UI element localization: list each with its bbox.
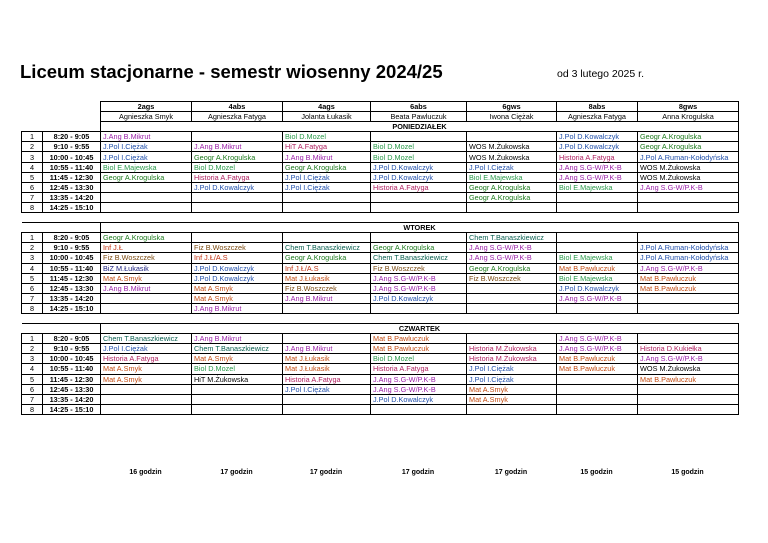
lesson-number: 8 xyxy=(22,404,43,414)
lesson-cell: Mat B.Pawluczuk xyxy=(557,364,638,374)
effective-date: od 3 lutego 2025 r. xyxy=(557,68,644,80)
lesson-cell: Biol E.Majewska xyxy=(557,273,638,283)
lesson-cell: Geogr A.Krogulska xyxy=(638,132,739,142)
lesson-cell: Geogr A.Krogulska xyxy=(101,233,192,243)
lesson-cell: Fiz B.Woszczek xyxy=(192,243,283,253)
lesson-cell: WOS M.Żukowska xyxy=(467,142,557,152)
lesson-cell xyxy=(283,404,371,414)
lesson-cell: J.Pol D.Kowalczyk xyxy=(192,182,283,192)
lesson-cell xyxy=(557,404,638,414)
lesson-cell: J.Ang S.G-W/P.K-B xyxy=(557,344,638,354)
lesson-cell: Chem T.Banaszkiewicz xyxy=(192,344,283,354)
lesson-cell: J.Pol A.Ruman-Kołodyńska xyxy=(638,243,739,253)
lesson-cell: Historia A.Fatyga xyxy=(557,152,638,162)
lesson-cell: Biol D.Mozel xyxy=(371,354,467,364)
lesson-cell: J.Ang B.Mikrut xyxy=(101,283,192,293)
class-name: 8gws xyxy=(638,102,739,112)
separator-cell xyxy=(22,213,739,223)
day-header-row xyxy=(22,122,739,132)
page-title: Liceum stacjonarne - semestr wiosenny 2024/25 xyxy=(20,61,443,82)
lesson-cell: J.Ang B.Mikrut xyxy=(192,334,283,344)
lesson-cell: J.Pol A.Ruman-Kołodyńska xyxy=(638,152,739,162)
lesson-cell xyxy=(557,233,638,243)
lesson-cell xyxy=(101,404,192,414)
lesson-cell xyxy=(101,182,192,192)
lesson-cell: J.Pol D.Kowalczyk xyxy=(371,172,467,182)
day-spacer xyxy=(22,324,101,334)
lesson-number: 7 xyxy=(22,394,43,404)
lesson-time: 14:25 - 15:10 xyxy=(43,303,101,313)
lesson-cell: J.Pol D.Kowalczyk xyxy=(557,142,638,152)
lesson-cell: Mat B.Pawluczuk xyxy=(557,263,638,273)
lesson-cell: Mat A.Smyk xyxy=(101,374,192,384)
lesson-cell: J.Ang S.G-W/P.K-B xyxy=(371,273,467,283)
lesson-cell: Geogr A.Krogulska xyxy=(467,263,557,273)
lesson-number: 4 xyxy=(22,263,43,273)
lesson-cell: Mat J.Łukasik xyxy=(283,354,371,364)
lesson-cell: WOS M.Żukowska xyxy=(638,162,739,172)
lesson-cell: Mat B.Pawluczuk xyxy=(371,344,467,354)
lesson-cell: J.Pol I.Ciężak xyxy=(101,344,192,354)
lesson-cell xyxy=(192,192,283,202)
lesson-cell: Geogr A.Krogulska xyxy=(371,243,467,253)
lesson-cell: J.Pol I.Ciężak xyxy=(283,384,371,394)
lesson-cell xyxy=(467,334,557,344)
lesson-cell: Mat B.Pawluczuk xyxy=(638,374,739,384)
lesson-cell: Biol D.Mozel xyxy=(371,142,467,152)
lesson-cell: Mat A.Smyk xyxy=(192,283,283,293)
lesson-cell: WOS M.Żukowska xyxy=(638,364,739,374)
class-teacher: Iwona Ciężak xyxy=(467,112,557,122)
lesson-cell xyxy=(371,303,467,313)
lesson-row xyxy=(22,263,739,273)
lesson-cell: Chem T.Banaszkiewicz xyxy=(371,253,467,263)
lesson-cell: J.Ang S.G-W/P.K-B xyxy=(371,384,467,394)
lesson-number: 4 xyxy=(22,364,43,374)
class-name: 2ags xyxy=(101,102,192,112)
lesson-time: 11:45 - 12:30 xyxy=(43,172,101,182)
lesson-number: 5 xyxy=(22,273,43,283)
lesson-cell: Fiz B.Woszczek xyxy=(371,263,467,273)
lesson-cell: Inf J.Ł/A.S xyxy=(192,253,283,263)
lesson-number: 8 xyxy=(22,303,43,313)
separator-cell xyxy=(22,313,739,323)
lesson-cell: J.Pol D.Kowalczyk xyxy=(192,273,283,283)
lesson-cell: J.Ang S.G-W/P.K-B xyxy=(467,243,557,253)
lesson-row xyxy=(22,404,739,414)
lesson-cell xyxy=(467,303,557,313)
lesson-number: 1 xyxy=(22,132,43,142)
lesson-cell xyxy=(371,404,467,414)
lesson-number: 2 xyxy=(22,243,43,253)
lesson-cell: Mat A.Smyk xyxy=(192,293,283,303)
lesson-cell: Historia A.Fatyga xyxy=(101,354,192,364)
lesson-time: 12:45 - 13:30 xyxy=(43,283,101,293)
lesson-number: 6 xyxy=(22,283,43,293)
teacher-row xyxy=(22,112,739,122)
lesson-cell: Historia M.Żukowska xyxy=(467,354,557,364)
lesson-cell xyxy=(101,303,192,313)
lesson-cell: J.Pol I.Ciężak xyxy=(467,374,557,384)
lesson-number: 8 xyxy=(22,202,43,212)
lesson-cell: Mat A.Smyk xyxy=(101,273,192,283)
lesson-cell xyxy=(283,303,371,313)
lesson-cell xyxy=(467,293,557,303)
day-name: CZWARTEK xyxy=(101,324,739,334)
class-name: 6abs xyxy=(371,102,467,112)
lesson-cell: Historia A.Fatyga xyxy=(371,364,467,374)
lesson-cell: J.Pol D.Kowalczyk xyxy=(371,394,467,404)
lesson-cell: Historia A.Fatyga xyxy=(371,182,467,192)
lesson-cell: J.Ang S.G-W/P.K-B xyxy=(467,253,557,263)
lesson-cell: Biol E.Majewska xyxy=(557,253,638,263)
lesson-cell xyxy=(557,303,638,313)
lesson-cell: Geogr A.Krogulska xyxy=(467,182,557,192)
lesson-cell xyxy=(638,293,739,303)
lesson-cell: Geogr A.Krogulska xyxy=(283,253,371,263)
lesson-cell xyxy=(192,404,283,414)
lesson-cell: J.Ang S.G-W/P.K-B xyxy=(371,283,467,293)
lesson-row xyxy=(22,334,739,344)
lesson-cell: Mat A.Smyk xyxy=(101,364,192,374)
lesson-cell xyxy=(557,243,638,253)
lesson-cell: Mat A.Smyk xyxy=(192,354,283,364)
lesson-time: 10:55 - 11:40 xyxy=(43,162,101,172)
lesson-cell: Geogr A.Krogulska xyxy=(467,192,557,202)
lesson-cell: J.Ang B.Mikrut xyxy=(192,142,283,152)
lesson-row xyxy=(22,303,739,313)
lesson-cell: J.Pol A.Ruman-Kołodyńska xyxy=(638,253,739,263)
lesson-time: 11:45 - 12:30 xyxy=(43,273,101,283)
lesson-cell: Mat B.Pawluczuk xyxy=(638,273,739,283)
lesson-time: 11:45 - 12:30 xyxy=(43,374,101,384)
lesson-cell: J.Pol D.Kowalczyk xyxy=(557,132,638,142)
hours-total: 15 godzin xyxy=(671,469,704,476)
lesson-cell: Biol E.Majewska xyxy=(557,182,638,192)
day-name: PONIEDZIAŁEK xyxy=(101,122,739,132)
lesson-cell xyxy=(283,192,371,202)
lesson-cell: Geogr A.Krogulska xyxy=(101,172,192,182)
lesson-cell: Mat B.Pawluczuk xyxy=(557,354,638,364)
lesson-cell xyxy=(192,394,283,404)
hours-total: 17 godzin xyxy=(220,469,253,476)
lesson-row xyxy=(22,384,739,394)
lesson-cell xyxy=(467,404,557,414)
lesson-cell: Inf J.Ł/A.S xyxy=(283,263,371,273)
lesson-cell: J.Ang S.G-W/P.K-B xyxy=(638,182,739,192)
lesson-cell: J.Ang B.Mikrut xyxy=(101,132,192,142)
lesson-cell xyxy=(283,334,371,344)
lesson-cell: J.Pol I.Ciężak xyxy=(101,152,192,162)
lesson-cell: Biol D.Mozel xyxy=(371,152,467,162)
lesson-cell: Mat B.Pawluczuk xyxy=(638,283,739,293)
lesson-number: 2 xyxy=(22,344,43,354)
lesson-cell xyxy=(557,202,638,212)
lesson-cell: J.Pol D.Kowalczyk xyxy=(192,263,283,273)
lesson-cell xyxy=(283,394,371,404)
lesson-row xyxy=(22,152,739,162)
schedule-table xyxy=(21,101,739,415)
lesson-cell: J.Pol I.Ciężak xyxy=(467,364,557,374)
lesson-time: 8:20 - 9:05 xyxy=(43,233,101,243)
day-spacer xyxy=(22,122,101,132)
class-teacher: Jolanta Łukasik xyxy=(283,112,371,122)
lesson-time: 10:55 - 11:40 xyxy=(43,263,101,273)
lesson-cell: Geogr A.Krogulska xyxy=(638,142,739,152)
class-teacher: Agnieszka Fatyga xyxy=(557,112,638,122)
lesson-time: 12:45 - 13:30 xyxy=(43,384,101,394)
lesson-time: 13:35 - 14:20 xyxy=(43,394,101,404)
lesson-row xyxy=(22,354,739,364)
lesson-cell: J.Pol I.Ciężak xyxy=(467,162,557,172)
day-separator xyxy=(22,213,739,223)
lesson-row xyxy=(22,374,739,384)
lesson-cell xyxy=(101,394,192,404)
lesson-row xyxy=(22,182,739,192)
lesson-row xyxy=(22,273,739,283)
class-name: 4abs xyxy=(192,102,283,112)
lesson-time: 10:00 - 10:45 xyxy=(43,354,101,364)
lesson-time: 14:25 - 15:10 xyxy=(43,202,101,212)
hours-total: 16 godzin xyxy=(129,469,162,476)
lesson-cell: Biol E.Majewska xyxy=(467,172,557,182)
lesson-cell: J.Ang B.Mikrut xyxy=(283,152,371,162)
lesson-cell xyxy=(638,202,739,212)
lesson-cell xyxy=(557,192,638,202)
lesson-cell: J.Ang S.G-W/P.K-B xyxy=(371,374,467,384)
lesson-cell: J.Ang S.G-W/P.K-B xyxy=(557,293,638,303)
lesson-cell xyxy=(371,132,467,142)
lesson-cell xyxy=(371,233,467,243)
lesson-cell: J.Pol D.Kowalczyk xyxy=(371,293,467,303)
lesson-time: 8:20 - 9:05 xyxy=(43,132,101,142)
lesson-row xyxy=(22,162,739,172)
day-name: WTOREK xyxy=(101,223,739,233)
lesson-row xyxy=(22,192,739,202)
lesson-cell: Biol D.Mozel xyxy=(192,162,283,172)
lesson-cell: J.Ang S.G-W/P.K-B xyxy=(638,354,739,364)
hours-total: 17 godzin xyxy=(494,469,528,476)
class-teacher: Anna Krogulska xyxy=(638,112,739,122)
lesson-time: 9:10 - 9:55 xyxy=(43,142,101,152)
class-teacher: Beata Pawluczuk xyxy=(371,112,467,122)
header-spacer xyxy=(22,102,101,112)
lesson-cell: BiZ M.Łukasik xyxy=(101,263,192,273)
lesson-cell: Historia D.Kukiełka xyxy=(638,344,739,354)
lesson-cell xyxy=(101,293,192,303)
lesson-cell: Mat B.Pawluczuk xyxy=(371,334,467,344)
lesson-cell: J.Ang S.G-W/P.K-B xyxy=(557,172,638,182)
lesson-time: 12:45 - 13:30 xyxy=(43,182,101,192)
lesson-cell: J.Ang B.Mikrut xyxy=(283,293,371,303)
lesson-time: 9:10 - 9:55 xyxy=(43,344,101,354)
lesson-row xyxy=(22,233,739,243)
lesson-cell: Mat A.Smyk xyxy=(467,384,557,394)
lesson-cell: J.Ang S.G-W/P.K-B xyxy=(557,162,638,172)
lesson-number: 6 xyxy=(22,384,43,394)
hours-total: 15 godzin xyxy=(580,469,613,476)
lesson-cell: Chem T.Banaszkiewicz xyxy=(101,334,192,344)
hours-total: 17 godzin xyxy=(309,469,343,476)
lesson-row xyxy=(22,243,739,253)
lesson-number: 3 xyxy=(22,152,43,162)
lesson-cell: Geogr A.Krogulska xyxy=(192,152,283,162)
lesson-row xyxy=(22,142,739,152)
lesson-cell xyxy=(557,394,638,404)
lesson-time: 10:00 - 10:45 xyxy=(43,253,101,263)
lesson-time: 8:20 - 9:05 xyxy=(43,334,101,344)
lesson-row xyxy=(22,364,739,374)
lesson-row xyxy=(22,253,739,263)
lesson-cell xyxy=(638,233,739,243)
lesson-number: 4 xyxy=(22,162,43,172)
lesson-time: 10:55 - 11:40 xyxy=(43,364,101,374)
class-teacher: Agnieszka Smyk xyxy=(101,112,192,122)
lesson-cell xyxy=(192,132,283,142)
lesson-cell xyxy=(101,384,192,394)
lesson-cell: Chem T.Banaszkiewicz xyxy=(283,243,371,253)
lesson-cell xyxy=(101,202,192,212)
lesson-row xyxy=(22,172,739,182)
class-name: 6gws xyxy=(467,102,557,112)
lesson-number: 7 xyxy=(22,293,43,303)
lesson-cell xyxy=(638,404,739,414)
lesson-number: 5 xyxy=(22,172,43,182)
lesson-row xyxy=(22,283,739,293)
lesson-cell xyxy=(638,303,739,313)
lesson-number: 7 xyxy=(22,192,43,202)
lesson-cell xyxy=(467,202,557,212)
lesson-cell xyxy=(638,384,739,394)
lesson-cell: Biol E.Majewska xyxy=(101,162,192,172)
lesson-cell xyxy=(467,283,557,293)
class-name: 4ags xyxy=(283,102,371,112)
lesson-cell: WOS M.Żukowska xyxy=(467,152,557,162)
lesson-cell xyxy=(283,233,371,243)
class-teacher: Agnieszka Fatyga xyxy=(192,112,283,122)
lesson-cell: Mat J.Łukasik xyxy=(283,364,371,374)
lesson-cell xyxy=(192,384,283,394)
lesson-cell: J.Ang B.Mikrut xyxy=(192,303,283,313)
lesson-time: 13:35 - 14:20 xyxy=(43,293,101,303)
lesson-cell xyxy=(371,202,467,212)
lesson-cell: J.Pol I.Ciężak xyxy=(283,182,371,192)
lesson-row xyxy=(22,394,739,404)
day-header-row xyxy=(22,223,739,233)
lesson-cell: Biol D.Mozel xyxy=(192,364,283,374)
lesson-time: 14:25 - 15:10 xyxy=(43,404,101,414)
lesson-cell: Geogr A.Krogulska xyxy=(283,162,371,172)
lesson-cell: HiT M.Żukowska xyxy=(192,374,283,384)
lesson-cell: Fiz B.Woszczek xyxy=(283,283,371,293)
lesson-number: 5 xyxy=(22,374,43,384)
lesson-cell xyxy=(467,132,557,142)
lesson-cell: HiT A.Fatyga xyxy=(283,142,371,152)
class-name: 8abs xyxy=(557,102,638,112)
lesson-cell: J.Pol D.Kowalczyk xyxy=(371,162,467,172)
lesson-time: 13:35 - 14:20 xyxy=(43,192,101,202)
lesson-row xyxy=(22,132,739,142)
lesson-cell: J.Pol I.Ciężak xyxy=(101,142,192,152)
lesson-cell xyxy=(638,192,739,202)
lesson-cell: Chem T.Banaszkiewicz xyxy=(467,233,557,243)
lesson-time: 10:00 - 10:45 xyxy=(43,152,101,162)
day-header-row xyxy=(22,324,739,334)
lesson-number: 3 xyxy=(22,354,43,364)
lesson-cell: Fiz B.Woszczek xyxy=(467,273,557,283)
lesson-cell: J.Ang S.G-W/P.K-B xyxy=(557,334,638,344)
lesson-number: 1 xyxy=(22,233,43,243)
lesson-cell: Biol D.Mozel xyxy=(283,132,371,142)
lesson-cell: Fiz B.Woszczek xyxy=(101,253,192,263)
lesson-cell: Mat J.Łukasik xyxy=(283,273,371,283)
lesson-row xyxy=(22,344,739,354)
class-header-row xyxy=(22,102,739,112)
day-spacer xyxy=(22,223,101,233)
lesson-cell xyxy=(283,202,371,212)
lesson-cell xyxy=(101,192,192,202)
lesson-row xyxy=(22,293,739,303)
lesson-cell xyxy=(638,334,739,344)
lesson-cell: Inf J.Ł xyxy=(101,243,192,253)
lesson-cell: Mat A.Smyk xyxy=(467,394,557,404)
lesson-cell xyxy=(192,202,283,212)
lesson-cell xyxy=(557,384,638,394)
lesson-cell: J.Pol D.Kowalczyk xyxy=(557,283,638,293)
lesson-cell xyxy=(371,192,467,202)
lesson-row xyxy=(22,202,739,212)
lesson-cell: J.Ang S.G-W/P.K-B xyxy=(638,263,739,273)
lesson-cell xyxy=(192,233,283,243)
lesson-cell: Historia M.Żukowska xyxy=(467,344,557,354)
lesson-cell: Historia A.Fatyga xyxy=(283,374,371,384)
lesson-cell: J.Ang B.Mikrut xyxy=(283,344,371,354)
lesson-cell: Historia A.Fatyga xyxy=(192,172,283,182)
lesson-number: 6 xyxy=(22,182,43,192)
lesson-cell xyxy=(638,394,739,404)
lesson-number: 3 xyxy=(22,253,43,263)
header-spacer xyxy=(22,112,101,122)
hours-total: 17 godzin xyxy=(401,469,435,476)
lesson-number: 2 xyxy=(22,142,43,152)
lesson-cell: J.Pol I.Ciężak xyxy=(283,172,371,182)
lesson-number: 1 xyxy=(22,334,43,344)
day-separator xyxy=(22,313,739,323)
lesson-cell xyxy=(557,374,638,384)
lesson-cell: WOS M.Żukowska xyxy=(638,172,739,182)
lesson-time: 9:10 - 9:55 xyxy=(43,243,101,253)
